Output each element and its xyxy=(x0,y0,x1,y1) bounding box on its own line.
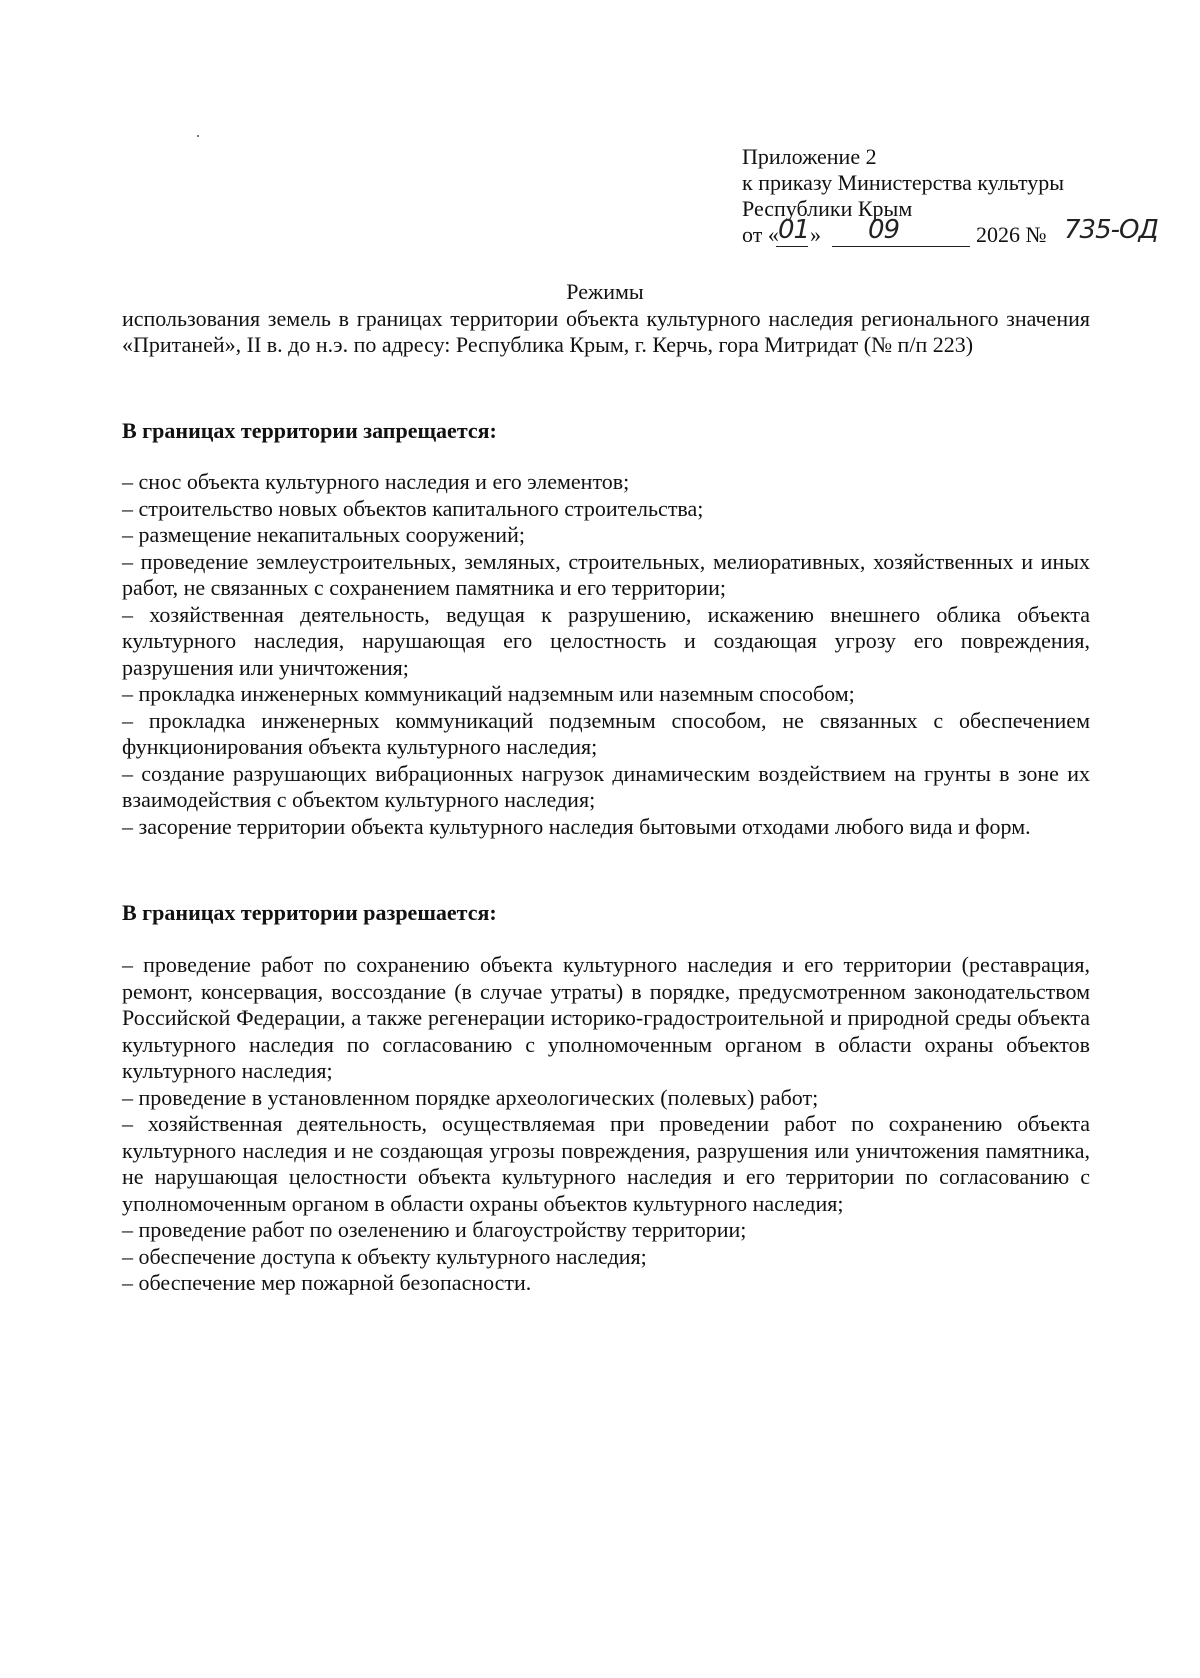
date-prefix: от « xyxy=(742,222,779,247)
doc-number: 735-ОД xyxy=(1064,215,1158,245)
list-item: – проведение работ по озеленению и благоустройству территории; xyxy=(122,1217,747,1242)
date-mid: » xyxy=(810,222,821,247)
list-item: – размещение некапитальных сооружений; xyxy=(122,522,525,547)
prohibited-heading: В границах территории запрещается: xyxy=(122,418,497,443)
document-subtitle: использования земель в границах территории объекта культурного наследия регионального значения «Пританей», II в. до н.э. по адресу: Республика Крым, г. Керчь, гора Митридат (№ п/п 223) xyxy=(122,306,1090,357)
list-item: – прокладка инженерных коммуникаций надземным или наземным способом; xyxy=(122,681,855,706)
prohibited-list xyxy=(122,469,1090,840)
date-month: 09 xyxy=(868,215,900,245)
list-item: – засорение территории объекта культурного наследия бытовыми отходами любого вида и форм. xyxy=(122,813,1031,839)
date-month-underline xyxy=(832,246,970,247)
document-title: Режимы xyxy=(566,279,644,304)
appendix-order-ref: к приказу Министерства культуры xyxy=(742,170,1065,195)
appendix-republic: Республики Крым xyxy=(742,196,913,221)
list-item: – снос объекта культурного наследия и его элементов; xyxy=(122,469,630,494)
allowed-list xyxy=(122,952,1090,1297)
appendix-date-line xyxy=(742,215,1162,250)
list-item: – хозяйственная деятельность, ведущая к разрушению, искажению внешнего облика объекта культурного наследия, нарушающая его целостность и создающая угрозу его повреждения, разрушения или уничтожения; xyxy=(122,601,1090,680)
appendix-header xyxy=(742,144,1162,250)
appendix-number: Приложение 2 xyxy=(742,144,877,169)
scan-speck xyxy=(197,135,199,137)
list-item: – прокладка инженерных коммуникаций подземным способом, не связанных с обеспечением функционирования объекта культурного наследия; xyxy=(122,707,1090,759)
list-item: – проведение в установленном порядке археологических (полевых) работ; xyxy=(122,1084,819,1110)
list-item: – проведение землеустроительных, земляных, строительных, мелиоративных, хозяйственных и иных работ, не связанных с сохранением памятника и его территории; xyxy=(122,548,1090,600)
allowed-heading: В границах территории разрешается: xyxy=(122,900,497,925)
date-year-number: 2026 № xyxy=(976,222,1047,247)
date-day-underline xyxy=(776,246,808,247)
list-item: – строительство новых объектов капитального строительства; xyxy=(122,495,704,521)
list-item: – обеспечение доступа к объекту культурного наследия; xyxy=(122,1243,647,1269)
list-item: – обеспечение мер пожарной безопасности. xyxy=(122,1270,532,1295)
date-day: 01 xyxy=(778,215,810,245)
list-item: – создание разрушающих вибрационных нагрузок динамическим воздействием на грунты в зоне их взаимодействия с объектом культурного наследия; xyxy=(122,760,1090,812)
list-item: – проведение работ по сохранению объекта культурного наследия и его территории (реставрация, ремонт, консервация, воссоздание (в случае утраты) в порядке, предусмотренном законодательством Российской Федерации, а также регенерации историко-градостроительной и природной среды объекта культурного наследия по согласованию с уполномоченным органом в области охраны объектов культурного наследия; xyxy=(122,952,1090,1083)
list-item: – хозяйственная деятельность, осуществляемая при проведении работ по сохранению объекта культурного наследия и не создающая угрозы повреждения, разрушения или уничтожения памятника, не нарушающая целостности объекта культурного наследия и его территории по согласованию с уполномоченным органом в области охраны объектов культурного наследия; xyxy=(122,1111,1090,1216)
